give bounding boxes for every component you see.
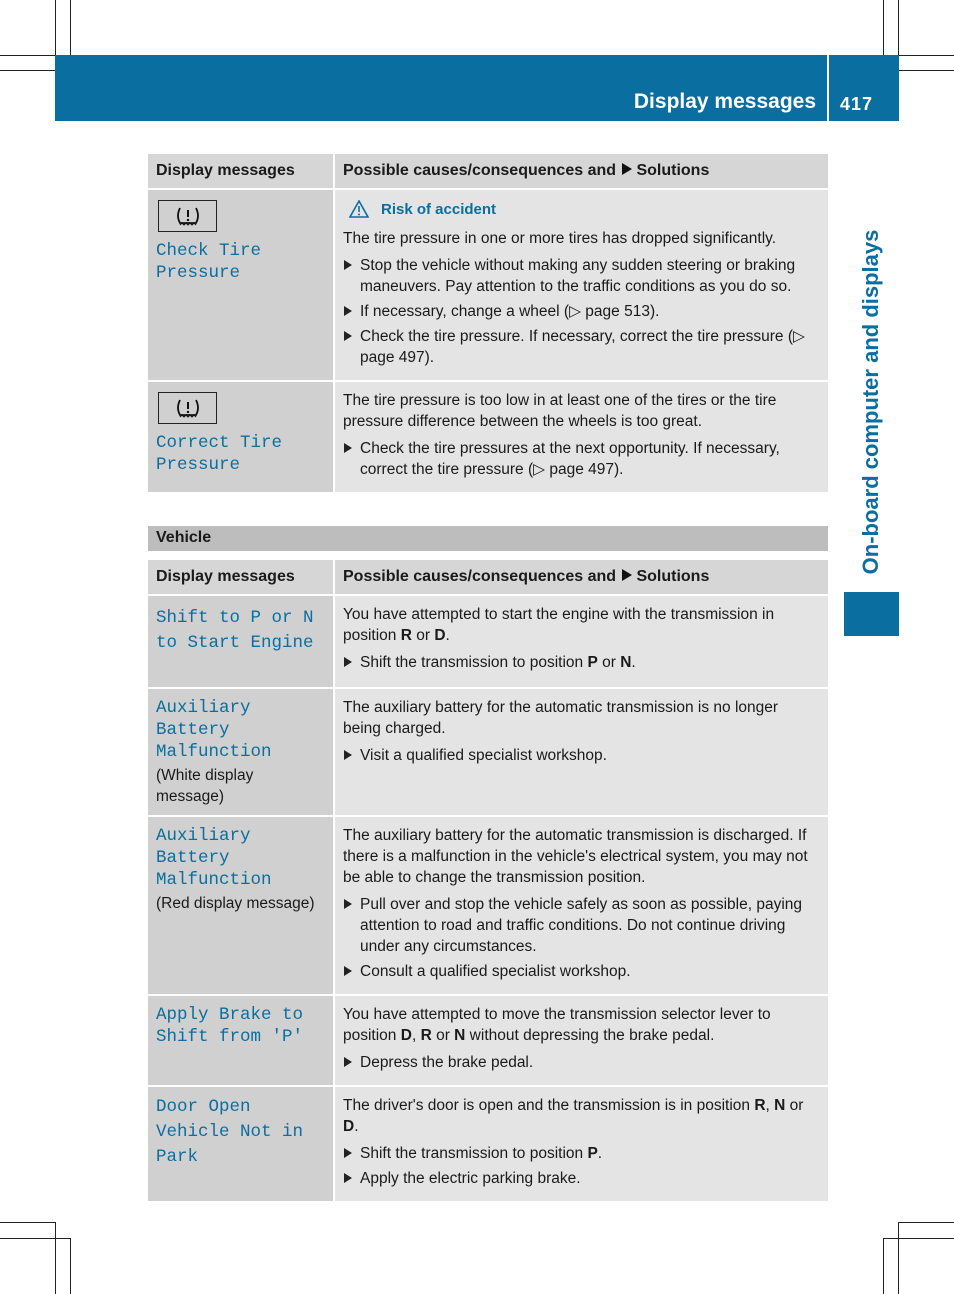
crop-mark xyxy=(883,0,884,55)
crop-mark xyxy=(883,1238,884,1294)
text-span: You have attempted to move the transmission selector lever to position xyxy=(343,1006,771,1044)
column-header-solutions-label: Solutions xyxy=(636,162,710,179)
position-label: R xyxy=(754,1097,766,1114)
message-cell xyxy=(148,189,334,381)
display-message-text: Shift from 'P' xyxy=(156,1027,304,1047)
display-message-text: to Start Engine xyxy=(156,633,314,653)
bullet-text: Depress the brake pedal. xyxy=(360,1054,534,1071)
header-separator xyxy=(827,55,829,121)
position-label: N xyxy=(620,654,632,671)
page-number: 417 xyxy=(840,94,874,114)
crop-mark xyxy=(899,55,954,56)
header-title: Display messages xyxy=(633,90,816,113)
section-title: Vehicle xyxy=(156,529,212,546)
message-cell xyxy=(148,381,334,493)
bullet-text: or xyxy=(597,654,621,671)
position-label: N xyxy=(774,1097,786,1114)
crop-mark xyxy=(0,70,55,71)
crop-mark xyxy=(899,70,954,71)
text-span: or xyxy=(411,627,435,644)
message-cell xyxy=(148,995,334,1086)
bullet-arrow-icon xyxy=(344,306,352,316)
risk-warning xyxy=(349,200,820,218)
column-header-messages: Display messages xyxy=(148,154,334,189)
cause-text: The auxiliary battery for the automatic transmission is discharged. If there is a malfunction in the vehicle's electrical system, you may not be able to change the transmission position. xyxy=(343,827,808,886)
display-message-text: Check Tire Pressure xyxy=(156,241,262,283)
column-header-causes-label: Possible causes/consequences and xyxy=(343,568,617,585)
tire-pressure-warning-icon xyxy=(158,392,217,424)
bullet-text: Apply the electric parking brake. xyxy=(360,1170,581,1187)
column-header-causes xyxy=(334,154,828,189)
warning-label: Risk of accident xyxy=(381,200,497,218)
text-span: . xyxy=(354,1118,359,1135)
bullet-text: Visit a qualified specialist workshop. xyxy=(360,747,607,764)
display-message-text: Malfunction xyxy=(156,870,272,890)
warning-triangle-icon xyxy=(349,200,369,218)
message-cell xyxy=(148,595,334,688)
solution-bullet xyxy=(343,1143,820,1164)
bullet-arrow-icon xyxy=(344,1173,352,1183)
bullet-text: Consult a qualified specialist workshop. xyxy=(360,963,631,980)
bullet-arrow-icon xyxy=(344,657,352,667)
display-color-note: (White display message) xyxy=(156,767,254,805)
solution-cell xyxy=(334,595,828,688)
position-label: D xyxy=(434,627,446,644)
solution-cell xyxy=(334,189,828,381)
table-row xyxy=(148,1086,828,1202)
crop-mark xyxy=(55,1222,56,1294)
text-span: You have attempted to start the engine with the transmission in position xyxy=(343,606,775,644)
solution-bullet xyxy=(343,1052,820,1073)
display-message-text: Vehicle Not in Park xyxy=(156,1122,304,1167)
bullet-text: Pull over and stop the vehicle safely as soon as possible, paying attention to road and traffic conditions. Do not continue driving under any circumstances. xyxy=(360,896,803,955)
position-label: N xyxy=(454,1027,466,1044)
display-message-text: Door Open xyxy=(156,1097,251,1117)
message-cell xyxy=(148,1086,334,1202)
display-message-text: Malfunction xyxy=(156,742,272,762)
position-label: P xyxy=(587,1145,598,1162)
cause-text xyxy=(343,1004,820,1046)
column-header-solutions-label: Solutions xyxy=(636,568,710,585)
table-row xyxy=(148,688,828,816)
bullet-arrow-icon xyxy=(344,966,352,976)
text-span: , xyxy=(765,1097,775,1114)
text-span: or xyxy=(785,1097,804,1114)
bullet-text: . xyxy=(631,654,636,671)
crop-mark xyxy=(883,1238,954,1239)
cause-text xyxy=(343,604,820,646)
position-label: R xyxy=(420,1027,432,1044)
cause-text: The tire pressure is too low in at least one of the tires or the tire pressure difference between the wheels is too great. xyxy=(343,392,777,430)
solution-bullet xyxy=(343,894,820,957)
message-cell xyxy=(148,688,334,816)
table-header-row xyxy=(148,154,828,189)
table-row xyxy=(148,189,828,381)
cause-text: The tire pressure in one or more tires has dropped significantly. xyxy=(343,230,777,247)
solution-bullet xyxy=(343,255,820,297)
solution-cell xyxy=(334,995,828,1086)
solution-cell xyxy=(334,381,828,493)
text-span: or xyxy=(431,1027,455,1044)
solution-bullet xyxy=(343,652,820,673)
display-message-text: Apply Brake to xyxy=(156,1005,304,1025)
solution-bullet xyxy=(343,745,820,766)
bullet-text: Shift the transmission to position xyxy=(360,654,588,671)
table-header-row xyxy=(148,560,828,595)
bullet-text: If necessary, change a wheel (▷ page 513). xyxy=(360,303,660,320)
bullet-arrow-icon xyxy=(344,899,352,909)
crop-mark xyxy=(898,1222,899,1294)
solution-cell xyxy=(334,816,828,995)
arrow-right-icon xyxy=(622,163,632,175)
text-span: without depressing the brake pedal. xyxy=(465,1027,715,1044)
display-message-text: Auxiliary Battery xyxy=(156,698,251,740)
display-message-text: Pressure xyxy=(156,455,241,475)
solution-cell xyxy=(334,688,828,816)
bullet-text: . xyxy=(597,1145,603,1162)
crop-mark xyxy=(70,1238,71,1294)
display-message-text: Correct Tire xyxy=(156,433,283,453)
bullet-arrow-icon xyxy=(344,443,352,453)
column-header-causes-label: Possible causes/consequences and xyxy=(343,162,617,179)
table-row xyxy=(148,381,828,493)
position-label: R xyxy=(400,627,412,644)
solution-bullet xyxy=(343,301,820,322)
crop-mark xyxy=(0,55,55,56)
crop-mark xyxy=(0,1222,55,1223)
text-span: . xyxy=(445,627,450,644)
side-chapter-title: On-board computer and displays xyxy=(858,229,883,575)
display-message-text: Shift to P or N xyxy=(156,608,314,628)
table-row xyxy=(148,816,828,995)
bullet-arrow-icon xyxy=(344,1057,352,1067)
solution-cell xyxy=(334,1086,828,1202)
crop-mark xyxy=(70,0,71,55)
section-header-bar xyxy=(148,526,828,551)
crop-mark xyxy=(55,0,56,55)
bullet-arrow-icon xyxy=(344,331,352,341)
crop-mark xyxy=(0,1238,70,1239)
bullet-text: Shift the transmission to position xyxy=(360,1145,588,1162)
tire-pressure-warning-icon xyxy=(158,200,217,232)
display-color-note: (Red display message) xyxy=(156,895,315,912)
message-cell xyxy=(148,816,334,995)
crop-mark xyxy=(899,1222,954,1223)
position-label: D xyxy=(400,1027,412,1044)
display-messages-table-vehicle xyxy=(148,560,828,1203)
side-tab-marker xyxy=(844,592,899,636)
column-header-causes xyxy=(334,560,828,595)
display-message-text: Auxiliary Battery xyxy=(156,826,251,868)
solution-bullet xyxy=(343,1168,820,1189)
table-row xyxy=(148,995,828,1086)
display-messages-table-tires xyxy=(148,154,828,494)
solution-bullet xyxy=(343,326,820,368)
arrow-right-icon xyxy=(622,569,632,581)
solution-bullet xyxy=(343,438,820,480)
position-label: D xyxy=(343,1118,355,1135)
bullet-text: Check the tire pressures at the next opportunity. If necessary, correct the tire pressure (▷ page 497). xyxy=(360,440,780,478)
cause-text: The auxiliary battery for the automatic transmission is no longer being charged. xyxy=(343,699,779,737)
bullet-arrow-icon xyxy=(344,1148,352,1158)
text-span: , xyxy=(411,1027,421,1044)
position-label: P xyxy=(587,654,598,671)
bullet-arrow-icon xyxy=(344,750,352,760)
table-row xyxy=(148,595,828,688)
text-span: The driver's door is open and the transmission is in position xyxy=(343,1097,755,1114)
bullet-text: Stop the vehicle without making any sudden steering or braking maneuvers. Pay attention to the traffic conditions as you do so. xyxy=(360,257,796,295)
bullet-arrow-icon xyxy=(344,260,352,270)
cause-text xyxy=(343,1095,820,1137)
solution-bullet xyxy=(343,961,820,982)
crop-mark xyxy=(898,0,899,55)
bullet-text: Check the tire pressure. If necessary, correct the tire pressure (▷ page 497). xyxy=(360,328,805,366)
column-header-messages: Display messages xyxy=(148,560,334,595)
